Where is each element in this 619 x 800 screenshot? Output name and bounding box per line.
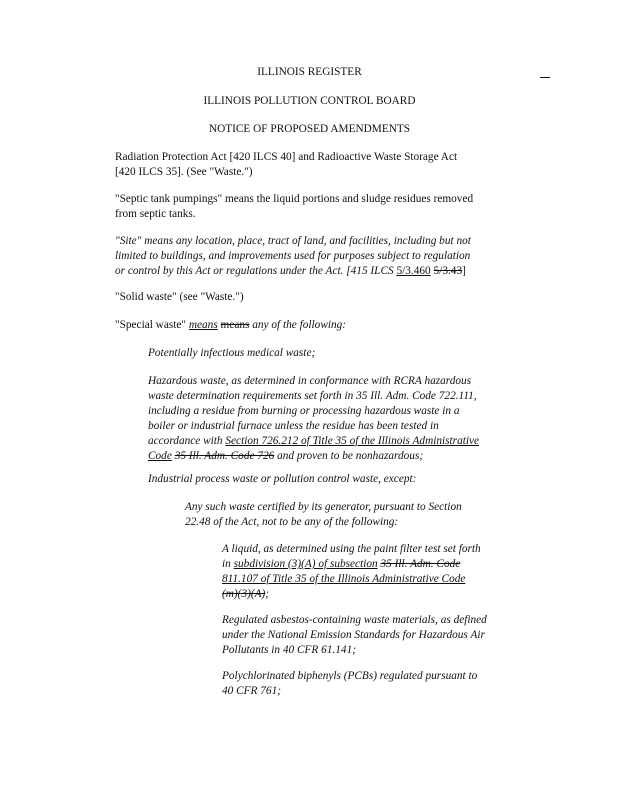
hazardous-line-4: boiler or industrial furnace unless the residue has been tested in [148,420,439,432]
board-title: ILLINOIS POLLUTION CONTROL BOARD [203,95,416,107]
hazardous-line-1: Hazardous waste, as determined in conformance with RCRA hazardous [148,375,472,387]
liquid-line-1: A liquid, as determined using the paint filter test set forth [222,543,481,555]
hazardous-line-6 [148,449,479,464]
pcb-line-1: Polychlorinated biphenyls (PCBs) regulated pursuant to [222,670,478,682]
special-waste-line [115,318,346,333]
liquid-line-4 [222,587,481,602]
liquid-paragraph [222,542,481,602]
hazardous-line-6-end: and proven to be nonhazardous; [274,450,424,462]
hazardous-line-5-text: accordance with [148,435,226,447]
site-cite-old: 5/3.43 [433,265,463,277]
site-line-3-text: or control by this Act or regulations under the Act. [415 ILCS [115,265,397,277]
hazardous-line-5-new: Section 726.212 of Title 35 of the Illinois Administrative [225,435,480,447]
liquid-line-2 [222,557,481,572]
liquid-line-3-new: 811.107 of Title 35 of the Illinois Administrative Code [222,573,466,585]
radiation-line-1: Radiation Protection Act [420 ILCS 40] and Radioactive Waste Storage Act [115,151,458,163]
certified-line-2: 22.48 of the Act, not to be any of the following: [185,516,399,528]
site-line-1: "Site" means any location, place, tract of land, and facilities, including but not [115,235,471,247]
radiation-paragraph [115,150,457,180]
industrial-waste-line: Industrial process waste or pollution control waste, except: [148,473,417,485]
hazardous-line-3: including a residue from burning or processing hazardous waste in a [148,405,460,417]
hazardous-line-2: waste determination requirements set forth in 35 Ill. Adm. Code 722.111, [148,390,477,402]
liquid-line-2-text: in [222,558,234,570]
asbestos-line-2: under the National Emission Standards for Hazardous Air [222,629,485,641]
medical-waste-line: Potentially infectious medical waste; [148,347,316,359]
site-line-3 [115,264,471,279]
hazardous-line-6-new: Code [148,450,172,462]
site-cite-new: 5/3.460 [396,265,431,277]
special-new-word: means [188,319,218,331]
liquid-line-2-old: 35 Ill. Adm. Code [380,558,461,570]
liquid-line-4-old: (m)(3)(A) [222,588,266,600]
site-line-2: limited to buildings, and improvements used for purposes subject to regulation [115,250,471,262]
asbestos-line-3: Pollutants in 40 CFR 61.141; [222,644,356,656]
special-old-word: means [220,319,250,331]
asbestos-paragraph [222,613,487,658]
septic-line-1: "Septic tank pumpings" means the liquid portions and sludge residues removed [115,193,474,205]
pcb-line-2: 40 CFR 761; [222,685,281,697]
septic-paragraph [115,192,473,222]
header-dash [540,77,550,78]
site-cite-end: ] [462,265,466,277]
solid-waste-line: "Solid waste" (see "Waste.") [115,291,244,303]
septic-line-2: from septic tanks. [115,208,196,220]
liquid-line-3 [222,572,481,587]
notice-title: NOTICE OF PROPOSED AMENDMENTS [208,123,411,135]
certified-paragraph [185,500,462,530]
pcb-paragraph [222,669,477,699]
asbestos-line-1: Regulated asbestos-containing waste materials, as defined [222,614,487,626]
site-paragraph [115,234,471,279]
register-title: ILLINOIS REGISTER [257,66,362,78]
hazardous-line-6-old: 35 Ill. Adm. Code 726 [174,450,275,462]
liquid-line-4-end: ; [265,588,270,600]
hazardous-line-5 [148,434,479,449]
liquid-line-2-new: subdivision (3)(A) of subsection [233,558,378,570]
certified-line-1: Any such waste certified by its generator, pursuant to Section [185,501,462,513]
hazardous-paragraph [148,374,479,464]
radiation-line-2: [420 ILCS 35]. (See "Waste.") [115,166,253,178]
special-rest: any of the following: [249,319,347,331]
special-lead: "Special waste" [115,319,189,331]
